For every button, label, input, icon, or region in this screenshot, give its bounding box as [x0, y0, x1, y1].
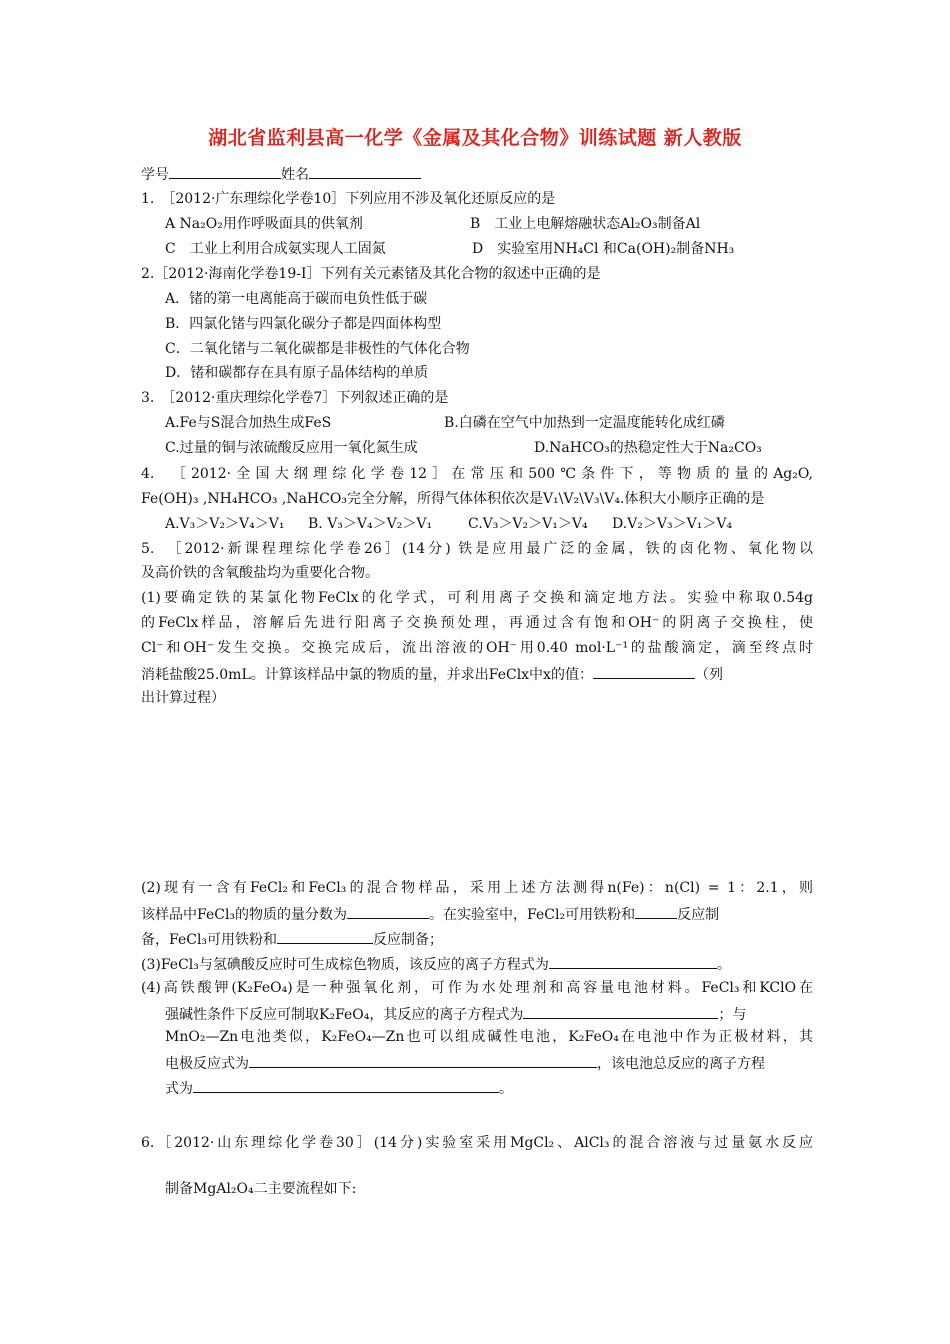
q5-part4-line3: MnO₂—Zn电池类似，K₂FeO₄—Zn也可以组成碱性电池，K₂FeO₄在电池中作为正极材料，其 [165, 1029, 813, 1045]
q6-stem-line1: 6.［2012·山东理综化学卷30］(14分)实验室采用MgCl₂、AlCl₃的混合溶液与过量氨水反应 [141, 1135, 813, 1151]
q1-stem: 1. ［2012·广东理综化学卷10］下列应用不涉及氧化还原反应的是 [141, 191, 556, 207]
q5-part2-line3-a: 备，FeCl₃可用铁粉和 [141, 932, 278, 948]
q5-part1-line5: 出计算过程） [141, 690, 225, 706]
q5-part4-line5-a: 式为 [165, 1081, 193, 1097]
q5-part4-line4 [165, 1053, 765, 1073]
student-id-label: 学号 [141, 167, 169, 183]
q4-stem-line2: Fe(OH)₃ ,NH₄HCO₃ ,NaHCO₃完全分解，所得气体体积依次是V₁\V₂\V₃\V₄.体积大小顺序正确的是 [141, 491, 765, 507]
q5-part1-line2: 的FeClx样品，溶解后先进行阳离子交换预处理，再通过含有饱和OH⁻的阴离子交换柱，使 [141, 615, 813, 631]
q4-stem-line1: 4. ［2012·全国大纲理综化学卷12］在常压和500℃条件下，等物质的量的Ag₂O, [141, 466, 813, 482]
answer-blank-ionic-eq2[interactable] [523, 1004, 718, 1019]
q5-stem-line2: 及高价铁的含氧酸盐均为重要化合物。 [141, 565, 379, 581]
q3-option-a: A.Fe与S混合加热生成FeS [165, 415, 332, 431]
q5-part4-line4-a: 电极反应式为 [165, 1056, 249, 1072]
answer-blank-ionic-eq1[interactable] [549, 954, 717, 969]
q5-part2-line1: (2)现有一含有FeCl₂和FeCl₃的混合物样品，采用上述方法测得n(Fe)：n(Cl) = 1：2.1，则 [141, 880, 813, 896]
q2-option-c: C．二氧化锗与二氧化碳都是非极性的气体化合物 [165, 341, 470, 357]
q5-part4-line2-b: ；与 [718, 1007, 747, 1023]
q5-part4-line5-b: 。 [499, 1081, 513, 1097]
q5-part1-line4-tail: （列 [694, 667, 723, 683]
q2-option-b: B．四氯化锗与四氯化碳分子都是四面体构型 [165, 316, 442, 332]
q5-part2-line3 [141, 929, 443, 949]
q5-part4-line5 [165, 1078, 513, 1098]
name-blank[interactable] [309, 164, 421, 179]
answer-blank-reagent1[interactable] [635, 904, 677, 919]
q5-part1-line1: (1)要确定铁的某氯化物FeClx的化学式，可利用离子交换和滴定地方法。实验中称取0.54g [141, 590, 813, 606]
q3-option-d: D.NaHCO₃的热稳定性大于Na₂CO₃ [534, 440, 762, 456]
answer-blank-reagent2[interactable] [277, 929, 373, 944]
q5-part3-text: (3)FeCl₃与氢碘酸反应时可生成棕色物质，该反应的离子方程式为 [141, 957, 549, 973]
answer-blank-electrode-eq[interactable] [249, 1053, 597, 1068]
q6-stem-line2: 制备MgAl₂O₄二主要流程如下: [165, 1181, 357, 1197]
q2-stem: 2.［2012·海南化学卷19-I］下列有关元素锗及其化合物的叙述中正确的是 [141, 266, 601, 282]
q5-part1-line3: Cl⁻和OH⁻发生交换。交换完成后，流出溶液的OH⁻用0.40 mol·L⁻¹的盐酸滴定，滴至终点时 [141, 640, 813, 656]
q4-option-d: D.V₂＞V₃＞V₁＞V₄ [612, 516, 733, 532]
q5-part2-line2-a: 该样品中FeCl₃的物质的量分数为 [141, 907, 348, 923]
q2-option-a: A．锗的第一电离能高于碳而电负性低于碳 [165, 291, 428, 307]
q5-part2-line2 [141, 904, 719, 924]
q1-option-d: D 实验室用NH₄Cl 和Ca(OH)₂制备NH₃ [472, 241, 735, 257]
q5-part2-line3-b: 反应制备； [373, 932, 444, 948]
q2-option-d: D．锗和碳都存在具有原子晶体结构的单质 [165, 365, 429, 381]
q5-part4-line2 [165, 1004, 813, 1024]
q5-part1-line4 [141, 664, 723, 684]
answer-blank-total-eq[interactable] [193, 1078, 499, 1093]
q1-option-b: B 工业上电解熔融状态Al₂O₃制备Al [470, 216, 701, 232]
q1-option-a: A Na₂O₂用作呼吸面具的供氧剂 [165, 216, 363, 232]
student-info-line [141, 164, 421, 184]
answer-blank-x[interactable] [593, 664, 695, 679]
q5-stem-line1: 5. ［2012·新课程理综化学卷26］(14分) 铁是应用最广泛的金属，铁的卤化物、氧化物以 [141, 541, 813, 557]
q5-part1-line4-text: 消耗盐酸25.0mL。计算该样品中氯的物质的量，并求出FeClx中x的值： [141, 667, 593, 683]
q5-part3-end: 。 [716, 957, 731, 973]
q4-option-b: B. V₃＞V₄＞V₂＞V₁ [308, 516, 433, 532]
q5-part3-line [141, 954, 731, 974]
student-id-blank[interactable] [169, 164, 281, 179]
q4-option-a: A.V₃＞V₂＞V₄＞V₁ [165, 516, 285, 532]
name-label: 姓名 [281, 167, 309, 183]
q3-option-b: B.白磷在空气中加热到一定温度能转化成红磷 [444, 415, 725, 431]
document-title: 湖北省监利县高一化学《金属及其化合物》训练试题 新人教版 [208, 127, 742, 149]
q1-option-c: C 工业上利用合成氨实现人工固氮 [165, 241, 386, 257]
q5-part4-line2-a: 强碱性条件下反应可制取K₂FeO₄，其反应的离子方程式为 [165, 1007, 524, 1023]
q3-stem: 3. ［2012·重庆理综化学卷7］下列叙述正确的是 [141, 390, 449, 406]
q4-option-c: C.V₃＞V₂＞V₁＞V₄ [468, 516, 588, 532]
q5-part4-line4-b: ，该电池总反应的离子方程 [597, 1056, 765, 1072]
q5-part4-line1: (4)高铁酸钾(K₂FeO₄)是一种强氧化剂，可作为水处理剂和高容量电池材料。FeCl₃和KClO在 [141, 980, 813, 996]
q5-part2-line2-c: 反应制 [677, 907, 720, 923]
q3-option-c: C.过量的铜与浓硫酸反应用一氧化氮生成 [165, 440, 418, 456]
q5-part2-line2-b: 。在实验室中，FeCl₂可用铁粉和 [429, 907, 636, 923]
answer-blank-fraction[interactable] [347, 904, 429, 919]
